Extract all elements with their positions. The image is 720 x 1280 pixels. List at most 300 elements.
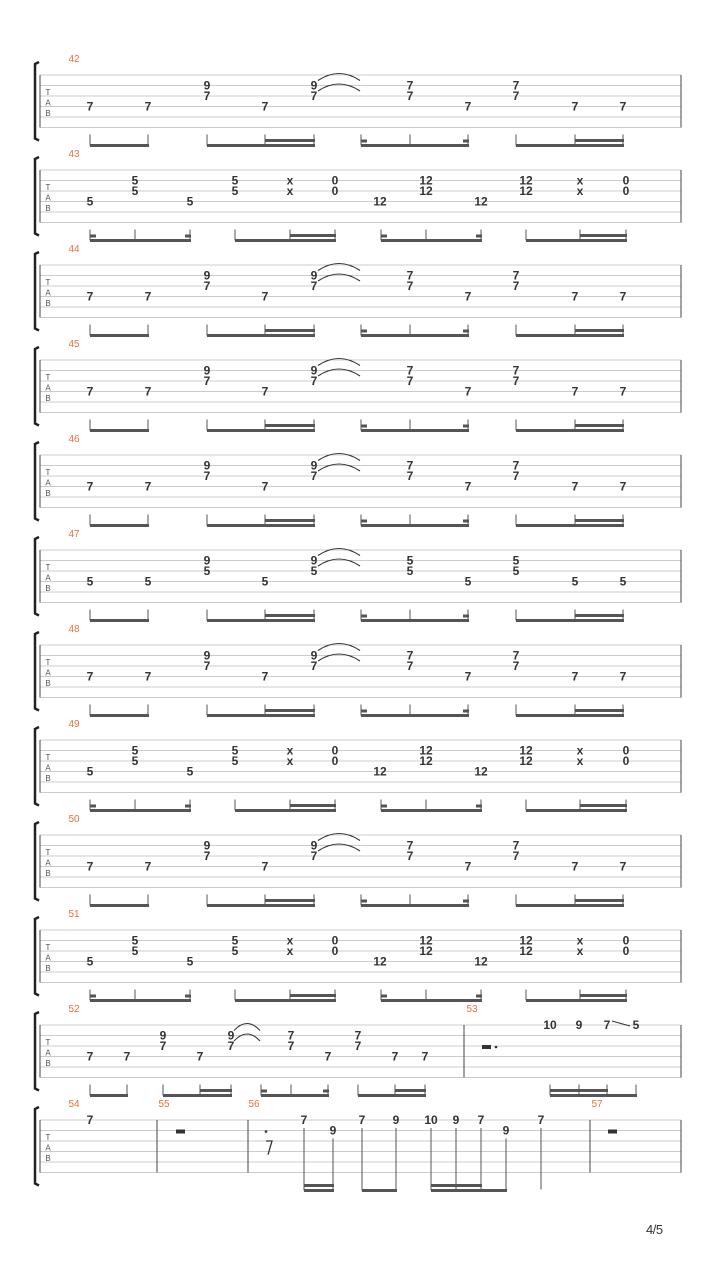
tie-arc xyxy=(318,274,360,281)
partial-beam xyxy=(361,900,367,903)
fret-number: 7 xyxy=(406,458,414,473)
fret-number: 7 xyxy=(196,1049,204,1064)
fret-number: 9 xyxy=(203,78,211,93)
fret-number: 5 xyxy=(131,173,139,188)
beam xyxy=(516,144,624,147)
staff-system xyxy=(35,814,681,907)
staff-system xyxy=(35,149,681,242)
fret-number: 5 xyxy=(131,754,139,768)
beam xyxy=(235,809,336,812)
fret-number: 7 xyxy=(310,659,318,673)
fret-number: 7 xyxy=(512,89,520,103)
beam xyxy=(361,619,469,622)
fret-number: 0 xyxy=(331,173,339,188)
fret-number: 7 xyxy=(464,289,472,304)
system-bracket xyxy=(35,727,39,806)
fret-number: 7 xyxy=(406,279,414,293)
fret-number: 5 xyxy=(571,574,579,589)
fret-number: 5 xyxy=(619,574,627,589)
fret-number: 5 xyxy=(231,173,239,188)
fret-number: 7 xyxy=(477,1113,485,1127)
fret-number: 7 xyxy=(406,374,414,388)
fret-number: 7 xyxy=(261,384,269,399)
fret-number: x xyxy=(286,743,294,758)
beam xyxy=(361,334,469,337)
tab-clef-t: T xyxy=(45,942,51,952)
fret-number: 7 xyxy=(406,268,414,283)
fret-number: 7 xyxy=(310,469,318,483)
fret-number: 9 xyxy=(203,458,211,473)
measure-number: 55 xyxy=(158,1099,170,1110)
system-bracket xyxy=(35,1012,39,1091)
partial-beam xyxy=(90,805,96,808)
beam xyxy=(90,904,149,907)
beam xyxy=(90,999,191,1002)
fret-number: 9 xyxy=(310,553,318,568)
partial-beam xyxy=(463,140,469,143)
fret-number: x xyxy=(286,184,294,198)
fret-number: 5 xyxy=(231,743,239,758)
fret-number: 5 xyxy=(186,764,194,779)
fret-number: 10 xyxy=(543,1018,557,1032)
sixteenth-beam xyxy=(575,139,624,142)
sixteenth-beam xyxy=(304,1184,334,1187)
beam xyxy=(381,809,482,812)
fret-number: 5 xyxy=(144,574,152,589)
partial-beam xyxy=(381,995,387,998)
fret-number: 7 xyxy=(619,669,627,684)
system-bracket xyxy=(35,252,39,331)
measure-number: 56 xyxy=(248,1099,260,1110)
staff-system xyxy=(35,719,681,812)
fret-number: 7 xyxy=(287,1028,295,1043)
system-bracket xyxy=(35,632,39,711)
fret-number: 9 xyxy=(575,1018,583,1032)
fret-number: 7 xyxy=(227,1039,235,1053)
tab-clef-b: B xyxy=(45,203,51,213)
fret-number: 9 xyxy=(203,363,211,378)
tab-clef-b: B xyxy=(45,773,51,783)
partial-beam xyxy=(361,425,367,428)
fret-number: 7 xyxy=(512,648,520,663)
fret-number: 5 xyxy=(632,1018,640,1032)
staff-system xyxy=(35,244,681,337)
partial-beam xyxy=(90,235,96,238)
beam xyxy=(90,144,149,147)
fret-number: 12 xyxy=(419,933,433,948)
fret-number: 7 xyxy=(464,669,472,684)
staff-system xyxy=(35,54,681,147)
sixteenth-beam xyxy=(265,329,315,332)
beam xyxy=(361,429,469,432)
fret-number: 7 xyxy=(512,469,520,483)
partial-beam xyxy=(381,235,387,238)
fret-number: 7 xyxy=(261,289,269,304)
fret-number: 7 xyxy=(571,384,579,399)
fret-number: 7 xyxy=(86,859,94,874)
fret-number: 7 xyxy=(86,479,94,494)
tab-clef-t: T xyxy=(45,657,51,667)
sixteenth-beam xyxy=(290,804,336,807)
fret-number: 5 xyxy=(231,933,239,948)
tab-clef-a: A xyxy=(45,1143,51,1153)
fret-number: x xyxy=(286,944,294,958)
tie-arc xyxy=(318,549,360,556)
fret-number: 7 xyxy=(310,849,318,863)
tab-clef-b: B xyxy=(45,393,51,403)
fret-number: 7 xyxy=(203,279,211,293)
fret-number: 7 xyxy=(512,659,520,673)
tab-clef-b: B xyxy=(45,1058,51,1068)
tie-arc xyxy=(318,844,360,851)
tab-clef-t: T xyxy=(45,277,51,287)
tab-clef-a: A xyxy=(45,573,51,583)
fret-number: 7 xyxy=(310,374,318,388)
tab-clef-t: T xyxy=(45,752,51,762)
fret-number: 7 xyxy=(310,89,318,103)
fret-number: 12 xyxy=(519,173,533,188)
fret-number: 12 xyxy=(519,184,533,198)
measure-number: 54 xyxy=(68,1099,80,1110)
tab-clef-t: T xyxy=(45,372,51,382)
fret-number: 7 xyxy=(406,838,414,853)
fret-number: 7 xyxy=(391,1049,399,1064)
fret-number: 7 xyxy=(512,849,520,863)
tie-arc xyxy=(318,559,360,566)
system-bracket xyxy=(35,1107,39,1186)
fret-number: 0 xyxy=(331,743,339,758)
partial-beam xyxy=(463,615,469,618)
fret-number: 7 xyxy=(144,859,152,874)
tab-clef-a: A xyxy=(45,478,51,488)
fret-number: 7 xyxy=(86,669,94,684)
fret-number: 7 xyxy=(571,669,579,684)
beam xyxy=(207,714,315,717)
fret-number: 7 xyxy=(512,279,520,293)
fret-number: 7 xyxy=(571,859,579,874)
fret-number: 5 xyxy=(203,564,211,578)
beam xyxy=(207,429,315,432)
fret-number: 10 xyxy=(424,1113,438,1127)
fret-number: 7 xyxy=(86,384,94,399)
fret-number: 7 xyxy=(203,469,211,483)
fret-number: 9 xyxy=(227,1028,235,1043)
fret-number: 9 xyxy=(392,1113,400,1127)
fret-number: x xyxy=(576,944,584,958)
fret-number: 7 xyxy=(86,1049,94,1064)
fret-number: 12 xyxy=(519,754,533,768)
fret-number: 9 xyxy=(203,648,211,663)
fret-number: 9 xyxy=(159,1028,167,1043)
fret-number: 7 xyxy=(464,859,472,874)
fret-number: 7 xyxy=(300,1113,308,1127)
fret-number: 5 xyxy=(406,564,414,578)
fret-number: 5 xyxy=(131,933,139,948)
system-bracket xyxy=(35,917,39,996)
staff-system xyxy=(35,624,681,717)
staff-system xyxy=(35,909,681,1002)
system-bracket xyxy=(35,347,39,426)
sixteenth-beam xyxy=(265,614,315,617)
system-bracket xyxy=(35,822,39,901)
beam xyxy=(207,619,315,622)
fret-number: 7 xyxy=(358,1113,366,1127)
tab-clef-a: A xyxy=(45,288,51,298)
partial-beam xyxy=(185,805,191,808)
beam xyxy=(90,809,191,812)
sixteenth-beam xyxy=(290,234,336,237)
fret-number: 12 xyxy=(519,743,533,758)
tie-arc xyxy=(318,644,360,651)
tab-clef-a: A xyxy=(45,193,51,203)
fret-number: 7 xyxy=(324,1049,332,1064)
sixteenth-beam xyxy=(550,1089,608,1092)
measure-number: 50 xyxy=(68,814,80,825)
tab-clef-a: A xyxy=(45,383,51,393)
beam xyxy=(163,1094,232,1097)
partial-beam xyxy=(361,710,367,713)
fret-number: 7 xyxy=(406,469,414,483)
fret-number: 0 xyxy=(331,933,339,948)
tie-arc xyxy=(318,84,360,91)
fret-number: 7 xyxy=(287,1039,295,1053)
beam xyxy=(516,429,624,432)
partial-beam xyxy=(463,710,469,713)
fret-number: 9 xyxy=(203,838,211,853)
fret-number: 7 xyxy=(144,669,152,684)
half-rest xyxy=(608,1130,617,1134)
fret-number: 9 xyxy=(310,78,318,93)
partial-beam xyxy=(90,995,96,998)
fret-number: 5 xyxy=(512,564,520,578)
fret-number: 7 xyxy=(144,289,152,304)
beam xyxy=(431,1189,507,1192)
system-bracket xyxy=(35,62,39,141)
measure-number: 52 xyxy=(68,1004,80,1015)
fret-number: 9 xyxy=(310,838,318,853)
sixteenth-beam xyxy=(431,1184,482,1187)
fret-number: 7 xyxy=(512,268,520,283)
partial-beam xyxy=(261,1090,267,1093)
fret-number: 7 xyxy=(203,89,211,103)
fret-number: 12 xyxy=(519,933,533,948)
sixteenth-beam xyxy=(575,329,624,332)
page-number: 4/5 xyxy=(646,1222,663,1237)
beam xyxy=(381,239,482,242)
fret-number: 0 xyxy=(622,184,630,198)
measure-number: 42 xyxy=(68,54,80,65)
fret-number: 7 xyxy=(619,289,627,304)
fret-number: 7 xyxy=(406,648,414,663)
tab-clef-b: B xyxy=(45,1153,51,1163)
beam xyxy=(516,334,624,337)
fret-number: 12 xyxy=(419,754,433,768)
fret-number: 12 xyxy=(474,764,488,779)
tie-arc xyxy=(318,359,360,366)
beam xyxy=(304,1189,334,1192)
tie-arc xyxy=(318,264,360,271)
beam xyxy=(516,714,624,717)
half-rest xyxy=(176,1130,185,1134)
tab-clef-t: T xyxy=(45,562,51,572)
sixteenth-beam xyxy=(395,1089,426,1092)
partial-beam xyxy=(361,615,367,618)
fret-number: 7 xyxy=(354,1039,362,1053)
fret-number: 5 xyxy=(231,754,239,768)
fret-number: 7 xyxy=(603,1018,611,1032)
fret-number: 7 xyxy=(86,289,94,304)
beam xyxy=(526,999,627,1002)
fret-number: x xyxy=(576,184,584,198)
beam xyxy=(526,809,627,812)
fret-number: 5 xyxy=(186,194,194,209)
fret-number: x xyxy=(576,743,584,758)
tab-clef-t: T xyxy=(45,182,51,192)
tab-clef-b: B xyxy=(45,488,51,498)
staff-system xyxy=(35,1004,681,1097)
partial-beam xyxy=(185,235,191,238)
fret-number: x xyxy=(286,754,294,768)
fret-number: 5 xyxy=(406,553,414,568)
partial-beam xyxy=(381,805,387,808)
fret-number: 7 xyxy=(86,1113,94,1127)
partial-beam xyxy=(185,995,191,998)
fret-number: 7 xyxy=(261,859,269,874)
fret-number: 5 xyxy=(310,564,318,578)
fret-number: 7 xyxy=(86,99,94,114)
beam xyxy=(550,1094,637,1097)
fret-number: 7 xyxy=(464,479,472,494)
fret-number: 7 xyxy=(406,849,414,863)
sixteenth-beam xyxy=(575,899,624,902)
fret-number: 7 xyxy=(619,384,627,399)
fret-number: 7 xyxy=(571,479,579,494)
sixteenth-beam xyxy=(575,519,624,522)
tab-clef-t: T xyxy=(45,1132,51,1142)
sixteenth-beam xyxy=(290,994,336,997)
fret-number: 5 xyxy=(86,764,94,779)
fret-number: 0 xyxy=(331,184,339,198)
measure-number: 46 xyxy=(68,434,80,445)
tie-arc xyxy=(318,454,360,461)
fret-number: 7 xyxy=(571,99,579,114)
fret-number: 7 xyxy=(512,838,520,853)
sixteenth-beam xyxy=(580,234,627,237)
tie-arc xyxy=(234,1024,260,1031)
fret-number: 7 xyxy=(123,1049,131,1064)
staff-system xyxy=(35,1099,681,1192)
beam xyxy=(90,429,149,432)
fret-number: 7 xyxy=(261,479,269,494)
tie-arc xyxy=(318,654,360,661)
beam xyxy=(516,619,624,622)
fret-number: 7 xyxy=(464,384,472,399)
fret-number: 9 xyxy=(452,1113,460,1127)
sixteenth-beam xyxy=(575,709,624,712)
tab-clef-a: A xyxy=(45,953,51,963)
tab-clef-t: T xyxy=(45,87,51,97)
measure-number: 51 xyxy=(68,909,80,920)
fret-number: 12 xyxy=(419,743,433,758)
fret-number: 0 xyxy=(622,944,630,958)
fret-number: 9 xyxy=(203,553,211,568)
system-bracket xyxy=(35,157,39,236)
beam xyxy=(361,714,469,717)
tab-clef-b: B xyxy=(45,678,51,688)
partial-beam xyxy=(463,330,469,333)
fret-number: 7 xyxy=(464,99,472,114)
fret-number: 5 xyxy=(464,574,472,589)
fret-number: 7 xyxy=(406,659,414,673)
tab-clef-a: A xyxy=(45,858,51,868)
half-rest xyxy=(482,1045,491,1049)
fret-number: 7 xyxy=(261,99,269,114)
staff-system xyxy=(35,339,681,432)
fret-number: 12 xyxy=(474,194,488,209)
sixteenth-beam xyxy=(580,994,627,997)
fret-number: 7 xyxy=(159,1039,167,1053)
sixteenth-beam xyxy=(265,424,315,427)
fret-number: 5 xyxy=(86,954,94,969)
fret-number: 9 xyxy=(310,648,318,663)
fret-number: 5 xyxy=(231,944,239,958)
fret-number: 7 xyxy=(203,374,211,388)
fret-number: x xyxy=(576,754,584,768)
measure-number: 57 xyxy=(591,1099,603,1110)
beam xyxy=(90,524,149,527)
fret-number: x xyxy=(576,173,584,188)
system-bracket xyxy=(35,442,39,521)
sixteenth-beam xyxy=(265,139,315,142)
sixteenth-beam xyxy=(265,709,315,712)
tab-clef-a: A xyxy=(45,98,51,108)
measure-number: 48 xyxy=(68,624,80,635)
fret-number: 5 xyxy=(131,944,139,958)
fret-number: 7 xyxy=(406,363,414,378)
beam xyxy=(358,1094,426,1097)
tab-clef-t: T xyxy=(45,847,51,857)
fret-number: 12 xyxy=(519,944,533,958)
fret-number: x xyxy=(286,933,294,948)
beam xyxy=(235,999,336,1002)
fret-number: 5 xyxy=(231,184,239,198)
fret-number: 5 xyxy=(86,194,94,209)
measure-number: 53 xyxy=(466,1004,478,1015)
fret-number: 9 xyxy=(329,1123,337,1138)
fret-number: 7 xyxy=(354,1028,362,1043)
fret-number: 9 xyxy=(310,268,318,283)
partial-beam xyxy=(361,140,367,143)
fret-number: 0 xyxy=(622,743,630,758)
tab-clef-b: B xyxy=(45,963,51,973)
measure-number: 47 xyxy=(68,529,80,540)
partial-beam xyxy=(476,805,482,808)
partial-beam xyxy=(463,900,469,903)
fret-number: 7 xyxy=(512,78,520,93)
tab-clef-b: B xyxy=(45,298,51,308)
fret-number: 12 xyxy=(419,184,433,198)
fret-number: 7 xyxy=(537,1113,545,1127)
fret-number: 12 xyxy=(419,944,433,958)
beam xyxy=(207,144,315,147)
fret-number: 7 xyxy=(310,279,318,293)
fret-number: 5 xyxy=(512,553,520,568)
fret-number: 7 xyxy=(512,374,520,388)
tab-clef-b: B xyxy=(45,868,51,878)
fret-number: 12 xyxy=(419,173,433,188)
beam xyxy=(207,524,315,527)
measure-number: 43 xyxy=(68,149,80,160)
